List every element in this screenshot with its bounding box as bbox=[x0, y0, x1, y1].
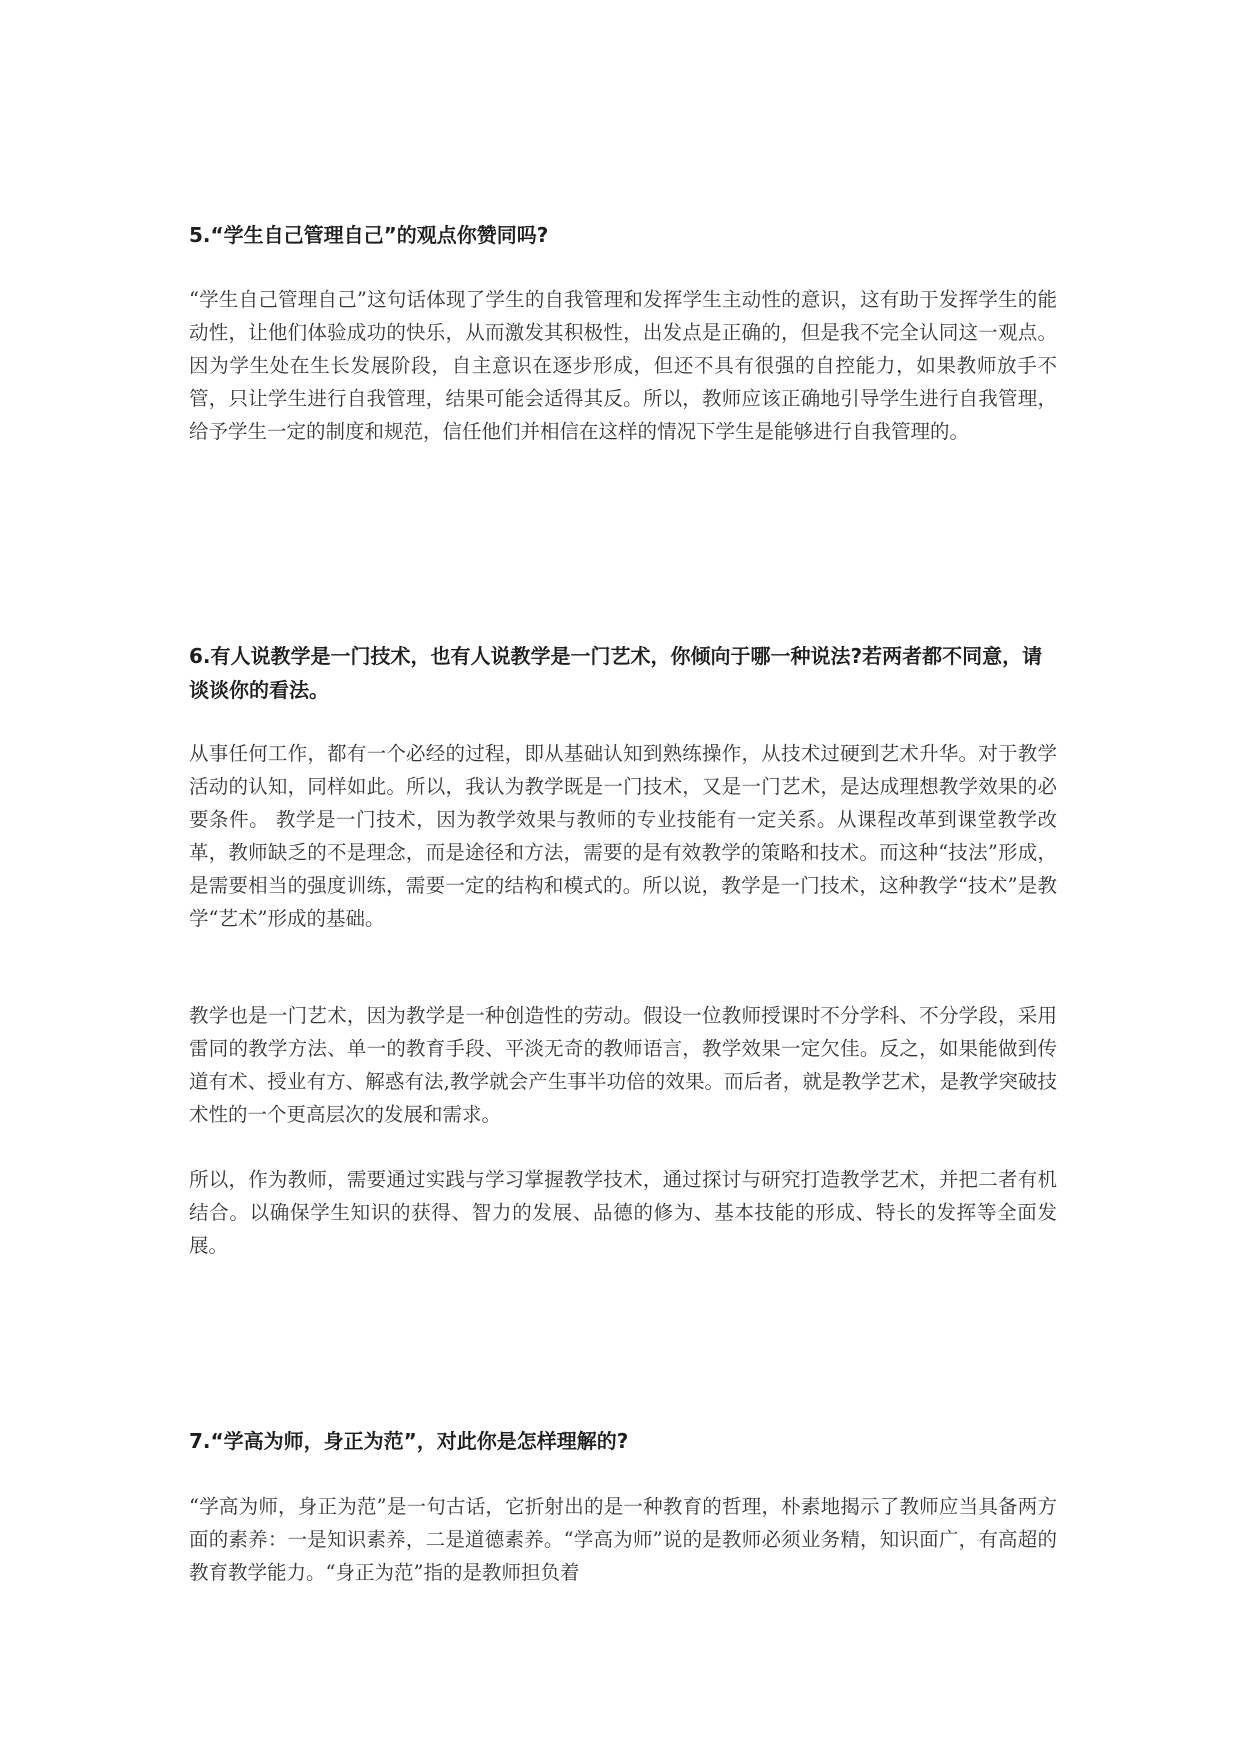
section-answer-5 bbox=[189, 283, 1057, 448]
answer-5-paragraph-1: “学生自己管理自己”这句话体现了学生的自我管理和发挥学生主动性的意识，这有助于发挥学生的能动性，让他们体验成功的快乐，从而激发其积极性，出发点是正确的，但是我不完全认同这一观点。 因为学生处在生长发展阶段，自主意识在逐步形成，但还不具有很强的自控能力，如果教师放手不管，只让学生进行自我管理，结果可能会适得其反。所以，教师应该正确地引导学生进行自我管理，给予学生一定的制度和规范，信任他们并相信在这样的情况下学生是能够进行自我管理的。 bbox=[189, 288, 1057, 443]
answer-6-paragraph-2: 教学也是一门艺术，因为教学是一种创造性的劳动。假设一位教师授课时不分学科、不分学段，采用雷同的教学方法、单一的教育手段、平淡无奇的教师语言，教学效果一定欠佳。反之，如果能做到传道有术、授业有方、解惑有法,教学就会产生事半功倍的效果。而后者，就是教学艺术，是教学突破技术性的一个更高层次的发展和需求。 bbox=[189, 1004, 1057, 1126]
section-answer-6b bbox=[189, 999, 1057, 1131]
section-answer-6c bbox=[189, 1163, 1057, 1262]
section-question-5 bbox=[189, 218, 1057, 252]
section-answer-6 bbox=[189, 737, 1057, 935]
section-answer-7 bbox=[189, 1490, 1057, 1589]
question-7-heading: 7.“学高为师，身正为范”，对此你是怎样理解的? bbox=[189, 1429, 629, 1453]
answer-6-paragraph-3: 所以，作为教师，需要通过实践与学习掌握教学技术，通过探讨与研究打造教学艺术，并把二者有机结合。以确保学生知识的获得、智力的发展、品德的修为、基本技能的形成、特长的发挥等全面发展。 bbox=[189, 1168, 1057, 1257]
question-5-heading: 5.“学生自己管理自己”的观点你赞同吗? bbox=[189, 223, 549, 247]
section-question-6 bbox=[189, 639, 1057, 707]
answer-6-paragraph-1: 从事任何工作，都有一个必经的过程，即从基础认知到熟练操作，从技术过硬到艺术升华。对于教学活动的认知，同样如此。所以，我认为教学既是一门技术，又是一门艺术，是达成理想教学效果的必要条件。 教学是一门技术，因为教学效果与教师的专业技能有一定关系。从课程改革到课堂教学改革，教师缺乏的不是理念，而是途径和方法，需要的是有效教学的策略和技术。而这种“技法”形成，是需要相当的强度训练，需要一定的结构和模式的。所以说，教学是一门技术，这种教学“技术”是教学“艺术”形成的基础。 bbox=[189, 742, 1057, 930]
question-6-heading: 6.有人说教学是一门技术，也有人说教学是一门艺术，你倾向于哪一种说法?若两者都不同意，请谈谈你的看法。 bbox=[189, 644, 1043, 702]
section-question-7 bbox=[189, 1424, 1057, 1458]
answer-7-paragraph-1: “学高为师，身正为范”是一句古话，它折射出的是一种教育的哲理，朴素地揭示了教师应当具备两方面的素养：一是知识素养，二是道德素养。“学高为师”说的是教师必须业务精，知识面广，有高超的教育教学能力。“身正为范”指的是教师担负着 bbox=[189, 1495, 1057, 1584]
